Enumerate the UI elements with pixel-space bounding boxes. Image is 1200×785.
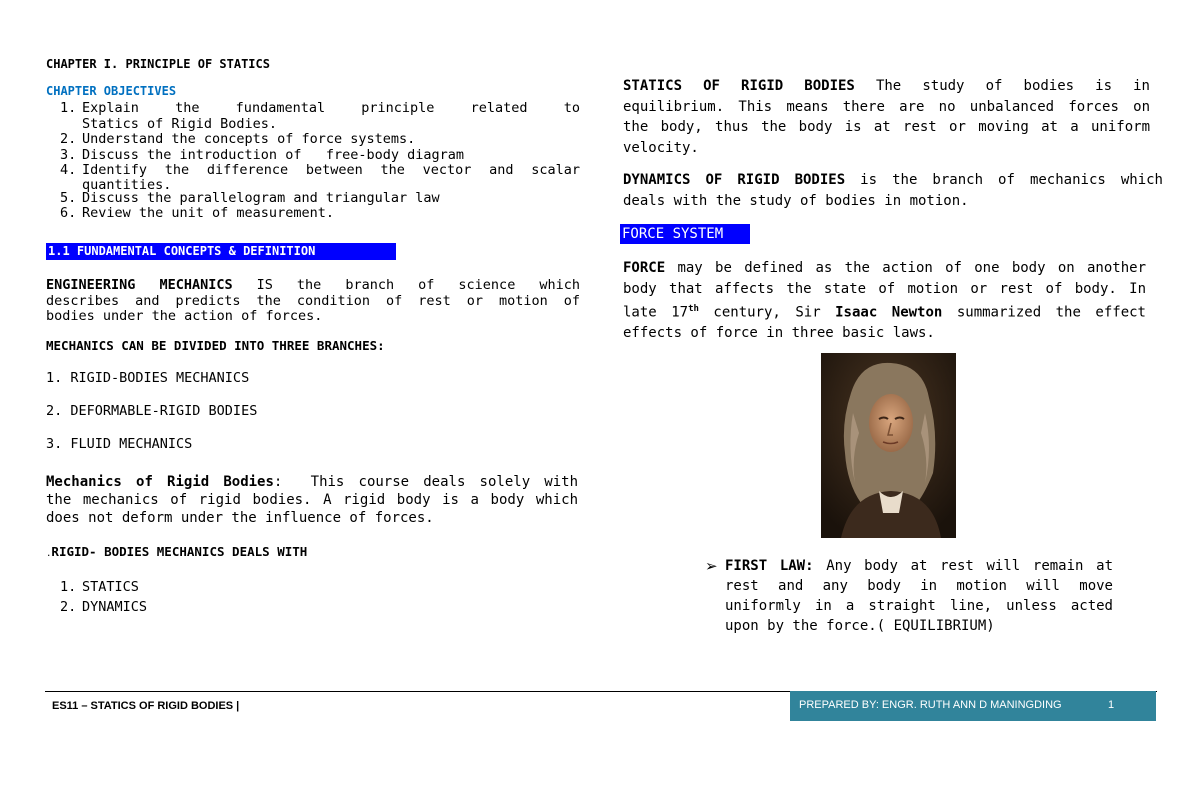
branch-item: 1. RIGID-BODIES MECHANICS — [46, 370, 250, 386]
footer-prepared-by: PREPARED BY: ENGR. RUTH ANN D MANINGDING — [799, 699, 1062, 711]
rigid-bodies-paragraph: Mechanics of Rigid Bodies: This course deals solely with the mechanics of rigid bodies. A rigid body is a body which does not deform under the influence of forces. — [46, 474, 579, 526]
page-number: 1 — [1108, 699, 1115, 711]
branches-title: MECHANICS CAN BE DIVIDED INTO THREE BRANCHES: — [46, 338, 385, 353]
branch-item: 3. FLUID MECHANICS — [46, 436, 193, 452]
engineering-mechanics-paragraph: ENGINEERING MECHANICS IS the branch of science which describes and predicts the condition of rest or motion of bodies under the action of forces. — [46, 277, 580, 324]
footer-course-title: ES11 – STATICS OF RIGID BODIES | — [52, 700, 240, 712]
document-page: CHAPTER I. PRINCIPLE OF STATICS CHAPTER OBJECTIVES 1. Explain the fundamental principle related to Statics of Rigid Bodies. 2. Understand the concepts of force systems. 3. Discuss the introduction of free-body diagram 4. Identify the difference between the vector and scalar quantities. 5. Discuss the parallelogram and triangular law 6. Review the unit of measurement. 1.1 FUNDAMENTAL CONCEPTS & DEFINITION ENGINEERING MECHANICS IS the branch of science which describes and predicts the condition of rest or motion of bodies under the action of forces. MECHANICS CAN BE DIVIDED INTO THREE BRANCHES: 1. RIGID-BODIES MECHANICS 2. DEFORMABLE-RIGID BODIES 3. FLUID MECHANICS Mechanics of Rigid Bodies: This course deals solely with the mechanics of rigid bodies. A rigid body is a body which does not deform under the influence of forces. .RIGID- BODIES MECHANICS DEALS WITH 1. STATICS 2. DYNAMICS STATICS OF RIGID BODIES The study of bodies is in equilibrium. This means there are no unbalanced forces on the body, thus the body is at rest or moving at a uniform velocity. DYNAMICS OF RIGID BODIES is the branch of mechanics which deals with the study of bodies in motion. FORCE SYSTEM FORCE may be defined as the action of one body on another body that affects the state of motion or rest of body. In late 17th century, Sir Isaac Newton summarized the effect effects of force in three basic laws. ➢ FIRST LAW: Any body at rest will remain at rest and any body in motion will move uniformly in a straight line, unless acted upon by the force.( EQUILIBRIUM) ES11 – STATICS OF RIGID BODIES | PREPARED BY: ENGR. RUTH ANN D MANINGDING 1 — [0, 0, 1200, 785]
force-paragraph: FORCE may be defined as the action of one body on another body that affects the state of motion or rest of body. In late 17th century, Sir Isaac Newton summarized the effect effects of force in three basic laws. — [623, 260, 1146, 342]
chapter-title: CHAPTER I. PRINCIPLE OF STATICS — [46, 57, 270, 71]
deals-title: .RIGID- BODIES MECHANICS DEALS WITH — [46, 544, 308, 559]
objectives-title: CHAPTER OBJECTIVES — [46, 84, 177, 98]
objective-item: 1. Explain the fundamental principle related to Statics of Rigid Bodies. — [60, 100, 580, 132]
section-heading: 1.1 FUNDAMENTAL CONCEPTS & DEFINITION — [46, 243, 396, 260]
statics-paragraph: STATICS OF RIGID BODIES The study of bodies is in equilibrium. This means there are no unbalanced forces on the body, thus the body is at rest or moving at a uniform velocity. — [623, 78, 1150, 156]
objective-item: 2. Understand the concepts of force systems. — [60, 131, 416, 147]
branch-item: 2. DEFORMABLE-RIGID BODIES — [46, 403, 258, 419]
force-system-heading: FORCE SYSTEM — [620, 224, 750, 244]
objective-item: 6. Review the unit of measurement. — [60, 205, 334, 221]
objective-item: 4. Identify the difference between the vector and scalar quantities. — [60, 162, 580, 193]
footer-prepared-box — [790, 691, 1156, 721]
objective-item: 3. Discuss the introduction of free-body diagram — [60, 146, 465, 163]
isaac-newton-portrait — [821, 353, 956, 538]
deals-list — [60, 580, 580, 616]
dynamics-paragraph: DYNAMICS OF RIGID BODIES is the branch of mechanics which deals with the study of bodies in motion. — [623, 172, 1163, 209]
objective-item: 5. Discuss the parallelogram and triangular law — [60, 189, 440, 206]
deals-item: 2. DYNAMICS — [60, 599, 148, 615]
deals-item: 1. STATICS — [60, 579, 139, 595]
objectives-list — [60, 101, 580, 222]
arrow-bullet-icon: ➢ — [705, 557, 718, 575]
